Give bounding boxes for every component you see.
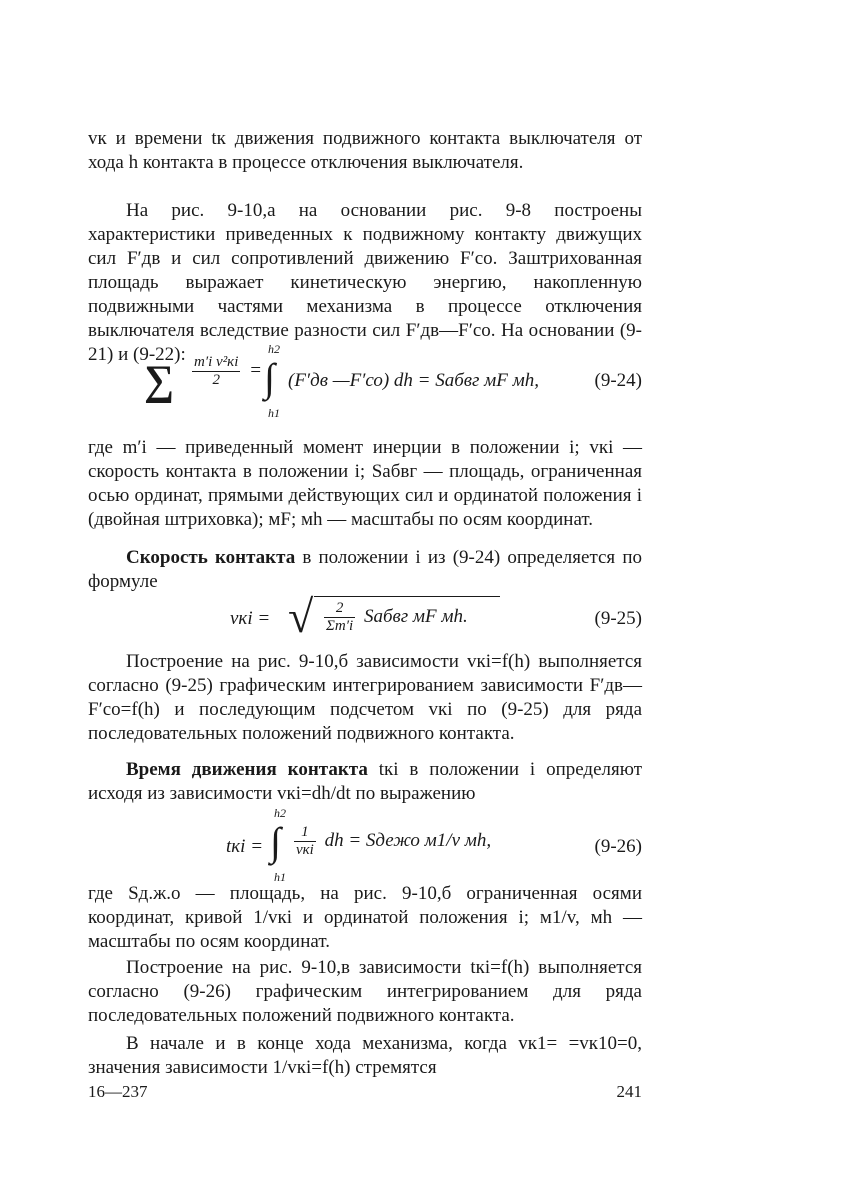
paragraph-area-definition: где Sд.ж.о — площадь, на рис. 9-10,б ограниченная осями координат, кривой 1/vкi и ординатой положения i; м1/v, мh — масштабы по осям координат. bbox=[88, 883, 642, 952]
paragraph-contact-time: Время движения контакта tкi в положении i определяют исходя из зависимости vкi=dh/dt по выражению bbox=[88, 759, 642, 804]
formula-9-24: ∑ $\frac{\text{m′i v²кi}}{2}$ = h2 ∫ h1 (F′дв —F′со) dh = Sабвг мF мh, (9-24) bbox=[144, 342, 642, 420]
formula-9-26-lhs: tкi = bbox=[226, 836, 264, 857]
paragraph-fig-9-10b: Построение на рис. 9-10,б зависимости vкi=f(h) выполняется согласно (9-25) графическим интегрированием зависимости F′дв—F′со=f(h) и последующим подсчетом vкi по (9-25) для ряда последовательных положений подвижного контакта. bbox=[88, 651, 642, 744]
page-number: 241 bbox=[616, 1082, 642, 1101]
paragraph-stroke-ends: В начале и в конце хода механизма, когда vк1= =vк10=0, значения зависимости 1/vкi=f(h) стремятся bbox=[88, 1033, 642, 1078]
formula-9-26: tкi = h2 ∫ h1 $\frac{1}{\text{vкi}}$ dh = Sдежо м1/v мh, (9-26) bbox=[226, 806, 642, 884]
equation-number: (9-25) bbox=[594, 608, 642, 629]
paragraph-contact-speed: Скорость контакта в положении i из (9-24) определяется по формуле bbox=[88, 547, 642, 592]
lower-limit: h1 bbox=[274, 870, 286, 884]
equation-number: (9-24) bbox=[594, 370, 642, 391]
inverse-speed-fraction: $\frac{1}{\text{vкi}}$ bbox=[296, 824, 314, 858]
term-contact-time: Время движения контакта bbox=[126, 759, 368, 780]
kinetic-energy-fraction: $\frac{\text{m′i v²кi}}{2}$ bbox=[194, 354, 239, 388]
root-sign: √ bbox=[288, 591, 314, 642]
integral-sign: ∫ bbox=[264, 355, 275, 400]
lower-limit: h1 bbox=[268, 406, 280, 420]
upper-limit: h2 bbox=[274, 806, 286, 820]
formula-9-25: vкi = √ $\frac{2}{\Sigma m'i}$ Sабвг мF мh. (9-25) bbox=[230, 591, 642, 642]
paragraph-fig-9-10a: На рис. 9-10,а на основании рис. 9-8 построены характеристики приведенных к подвижному контакту движущих сил F′дв и сил сопротивлений движению F′со. Заштрихованная площадь выражает кинетическую энергию, накопленную подвижными частями механизма в процессе отключения выключателя вследствие разности сил F′дв—F′со. На основании (9-21) и (9-22): bbox=[88, 200, 642, 365]
signature-mark: 16—237 bbox=[88, 1082, 148, 1101]
sum-sign: ∑ bbox=[144, 358, 174, 404]
equation-number: (9-26) bbox=[594, 836, 642, 857]
paragraph-definitions: где m′i — приведенный момент инерции в положении i; vкi — скорость контакта в положении i; Sабвг — площадь, ограниченная осью ординат, прямыми действующих сил и ординатой положения i (двойная штриховка); мF; мh — масштабы по осям координат. bbox=[88, 437, 642, 530]
formula-9-24-rhs: (F′дв —F′со) dh = Sабвг мF мh, bbox=[288, 370, 540, 391]
formula-9-25-lhs: vкi = bbox=[230, 608, 271, 629]
upper-limit: h2 bbox=[268, 342, 280, 356]
integral-sign: ∫ bbox=[270, 819, 281, 864]
paragraph-intro: vк и времени tк движения подвижного контакта выключателя от хода h контакта в процессе отключения выключателя. bbox=[88, 128, 642, 173]
paragraph-fig-9-10v: Построение на рис. 9-10,в зависимости tкi=f(h) выполняется согласно (9-26) графическим интегрированием для ряда последовательных положений подвижного контакта. bbox=[88, 957, 642, 1026]
term-contact-speed: Скорость контакта bbox=[126, 547, 296, 568]
speed-fraction: $\frac{2}{\Sigma m'i}$ bbox=[326, 600, 354, 634]
